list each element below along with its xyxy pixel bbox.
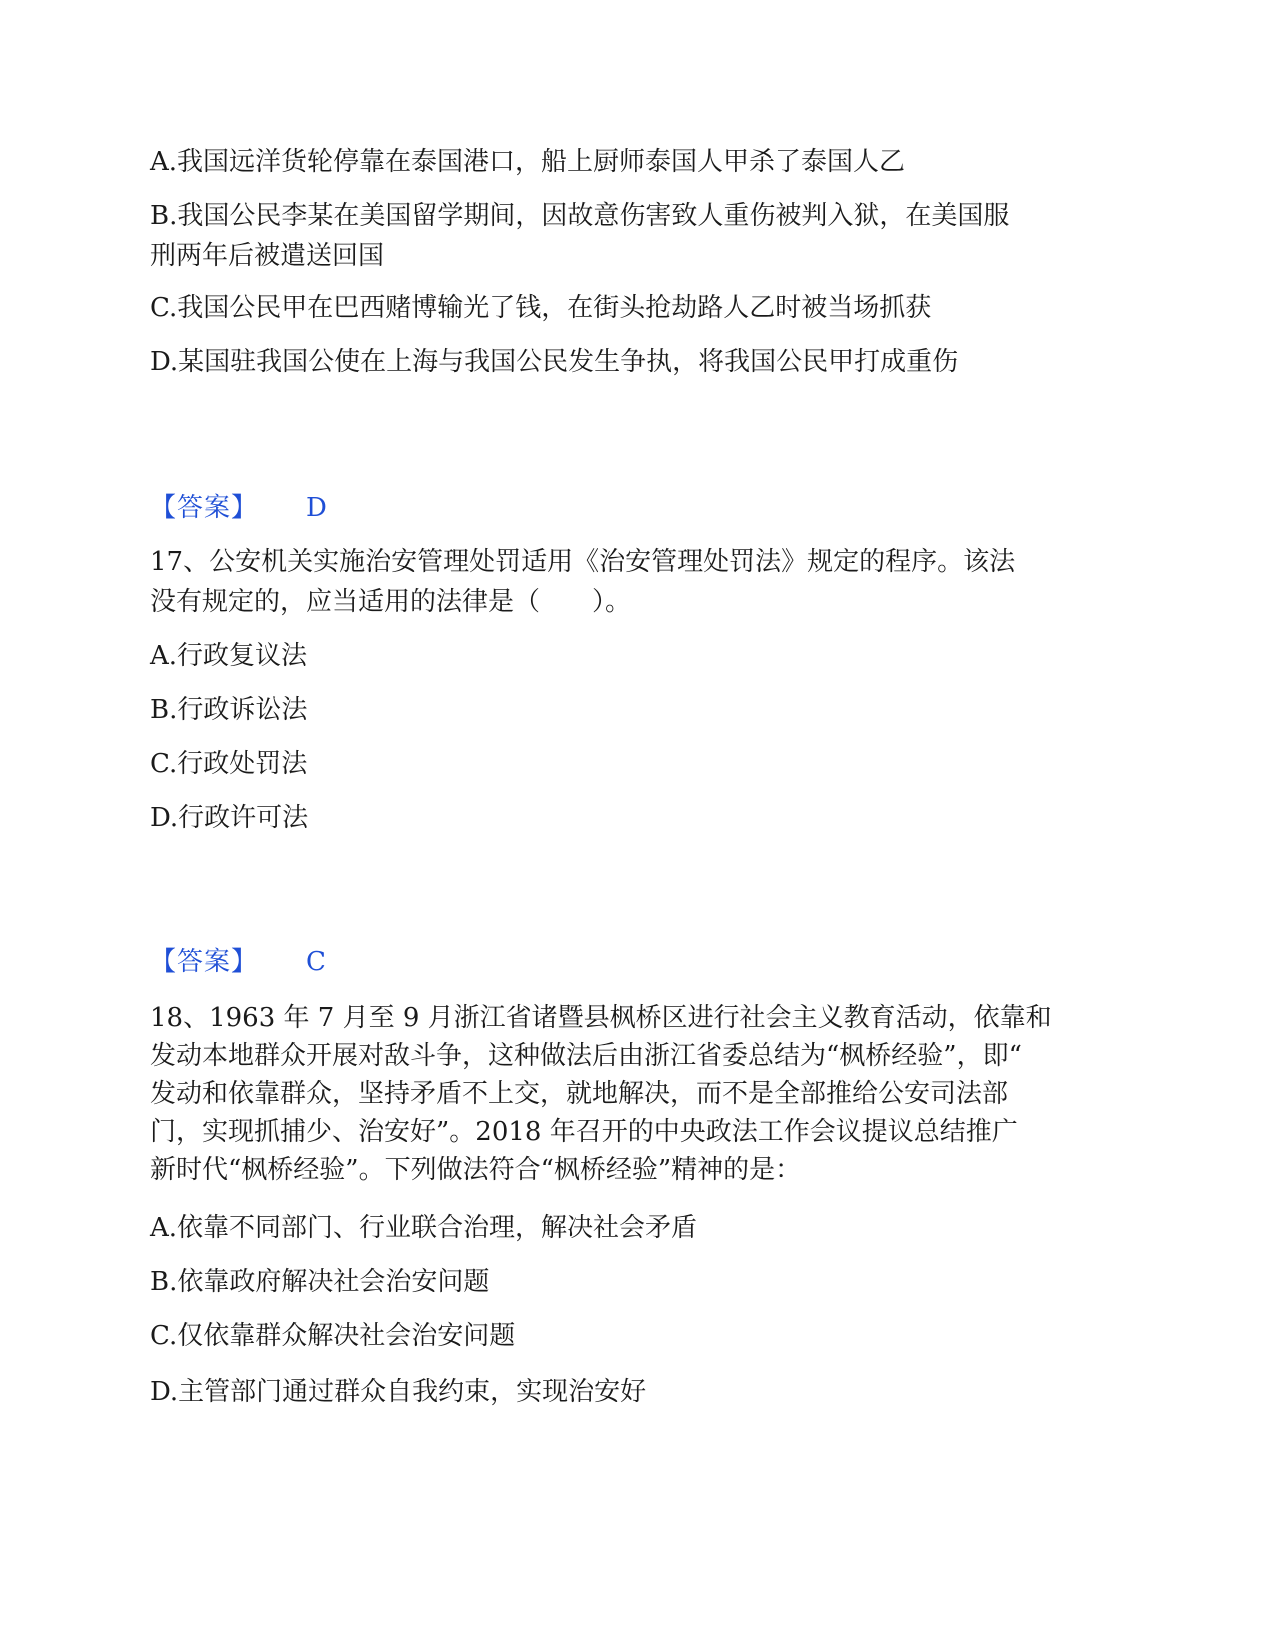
q18-option-b: B.依靠政府解决社会治安问题 bbox=[150, 1267, 490, 1297]
q17-option-c: C.行政处罚法 bbox=[150, 749, 308, 779]
q17-option-a: A.行政复议法 bbox=[150, 641, 308, 671]
q18-stem-line-5: 新时代“枫桥经验”。下列做法符合“枫桥经验”精神的是： bbox=[150, 1155, 802, 1185]
answer-value: C bbox=[306, 947, 326, 977]
q18-stem-line-4: 门，实现抓捕少、治安好”。2018 年召开的中央政法工作会议提议总结推广 bbox=[150, 1117, 1018, 1147]
q18-option-d: D.主管部门通过群众自我约束，实现治安好 bbox=[150, 1377, 647, 1407]
q17-option-d: D.行政许可法 bbox=[150, 803, 309, 833]
q18-option-a: A.依靠不同部门、行业联合治理，解决社会矛盾 bbox=[150, 1213, 698, 1243]
q17-option-b: B.行政诉讼法 bbox=[150, 695, 308, 725]
q16-answer bbox=[150, 488, 327, 528]
q16-option-d: D.某国驻我国公使在上海与我国公民发生争执，将我国公民甲打成重伤 bbox=[150, 347, 959, 377]
q17-answer bbox=[150, 942, 326, 982]
q18-stem-line-1: 18、1963 年 7 月至 9 月浙江省诸暨县枫桥区进行社会主义教育活动，依靠和 bbox=[150, 1003, 1052, 1033]
q18-stem-line-2: 发动本地群众开展对敌斗争，这种做法后由浙江省委总结为“枫桥经验”，即“ bbox=[150, 1041, 1022, 1071]
q16-option-b-cont: 刑两年后被遣送回国 bbox=[150, 241, 385, 271]
answer-value: D bbox=[306, 493, 327, 523]
q16-option-a: A.我国远洋货轮停靠在泰国港口，船上厨师泰国人甲杀了泰国人乙 bbox=[150, 147, 906, 177]
q17-stem-line-1: 17、公安机关实施治安管理处罚适用《治安管理处罚法》规定的程序。该法 bbox=[150, 547, 1016, 577]
q18-option-c: C.仅依靠群众解决社会治安问题 bbox=[150, 1321, 516, 1351]
answer-label: 【答案】 bbox=[150, 493, 259, 523]
q16-option-b: B.我国公民李某在美国留学期间，因故意伤害致人重伤被判入狱，在美国服 bbox=[150, 201, 1010, 231]
q16-option-c: C.我国公民甲在巴西赌博输光了钱，在街头抢劫路人乙时被当场抓获 bbox=[150, 293, 932, 323]
answer-label: 【答案】 bbox=[150, 947, 259, 977]
q18-stem-line-3: 发动和依靠群众，坚持矛盾不上交，就地解决，而不是全部推给公安司法部 bbox=[150, 1079, 1009, 1109]
q17-stem-line-2: 没有规定的，应当适用的法律是（ ）。 bbox=[150, 587, 632, 617]
